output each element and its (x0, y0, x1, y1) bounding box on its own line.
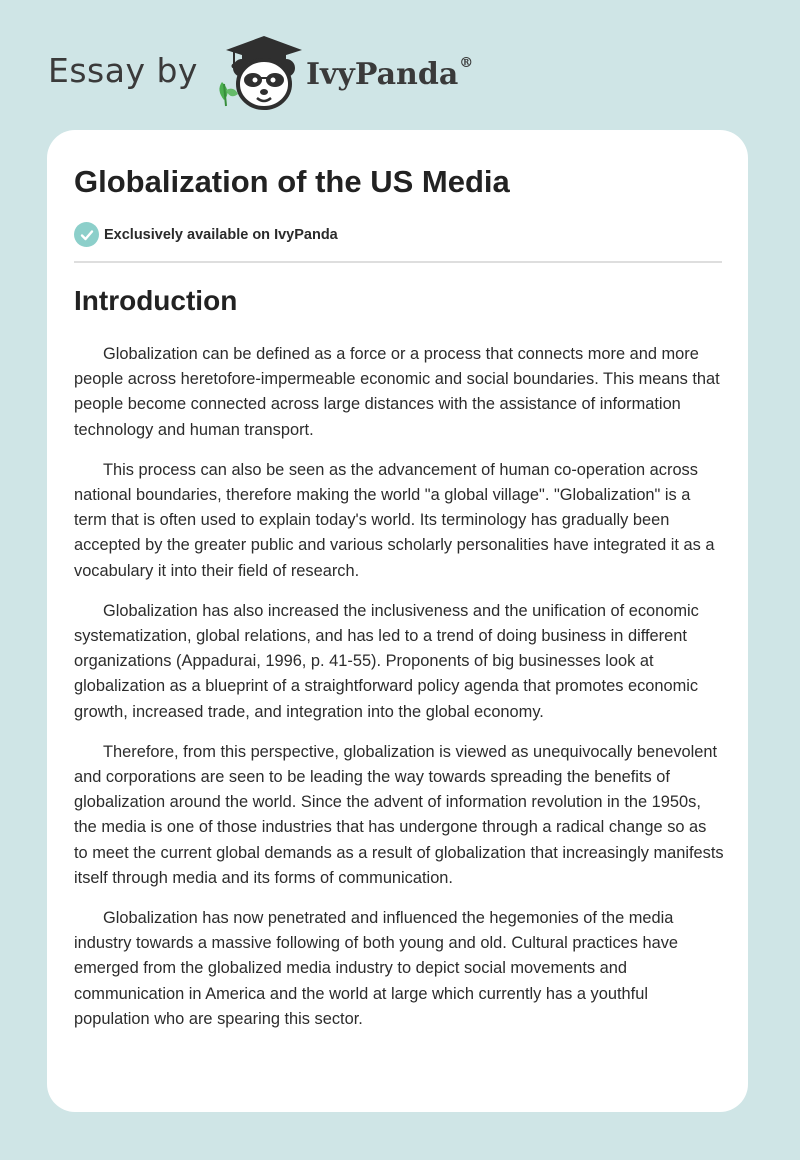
article-body (74, 342, 724, 1047)
section-heading: Introduction (74, 285, 238, 316)
brand-name[interactable]: IvyPanda® (305, 54, 474, 92)
paragraph: This process can also be seen as the advancement of human co-operation across national boundaries, therefore making the world "a global village". "Globalization" is a term that is often used to explain today's world. Its terminology has gradually been accepted by the greater public and various scholarly personalities have integrated it as a vocabulary it into their field of research. (74, 460, 715, 580)
paragraph: Globalization has now penetrated and influenced the hegemonies of the media industry towards a massive following of both young and old. Cultural practices have emerged from the globalized media industry to depict social movements and communication in America and the world at large which currently has a youthful population who are spearing this sector. (74, 909, 679, 1028)
registered-mark: ® (459, 54, 474, 71)
page-title: Globalization of the US Media (74, 164, 510, 199)
check-icon (74, 222, 99, 247)
paragraph: Globalization has also increased the inclusiveness and the unification of economic systematization, global relations, and has led to a trend of doing business in different organizations (Appadurai, 1996, p. 41-55). Proponents of big businesses look at globalization as a blueprint of a straightforward policy agenda that promotes economic growth, increased trade, and integration into the global economy. (74, 601, 699, 721)
panda-graduate-logo-icon (212, 30, 304, 114)
divider (74, 261, 722, 263)
paragraph: Therefore, from this perspective, globalization is viewed as unequivocally benevolent and corporations are seen to be leading the way towards spreading the benefits of globalization around the world. Since the advent of information revolution in the 1950s, the media is one of those industries that has undergone through a radical change so as to meet the current global demands as a result of globalization that increasingly manifests itself through media and its forms of communication. (74, 742, 724, 887)
paragraph: Globalization can be defined as a force or a process that connects more and more people across heretofore-impermeable economic and social boundaries. This means that people become connected across large distances with the assistance of information technology and human transport. (74, 345, 720, 439)
exclusive-label: Exclusively available on IvyPanda (104, 226, 338, 243)
exclusive-badge (74, 222, 338, 247)
site-header (48, 30, 473, 114)
article-card (47, 130, 748, 1112)
essay-by-label: Essay by (48, 50, 198, 90)
